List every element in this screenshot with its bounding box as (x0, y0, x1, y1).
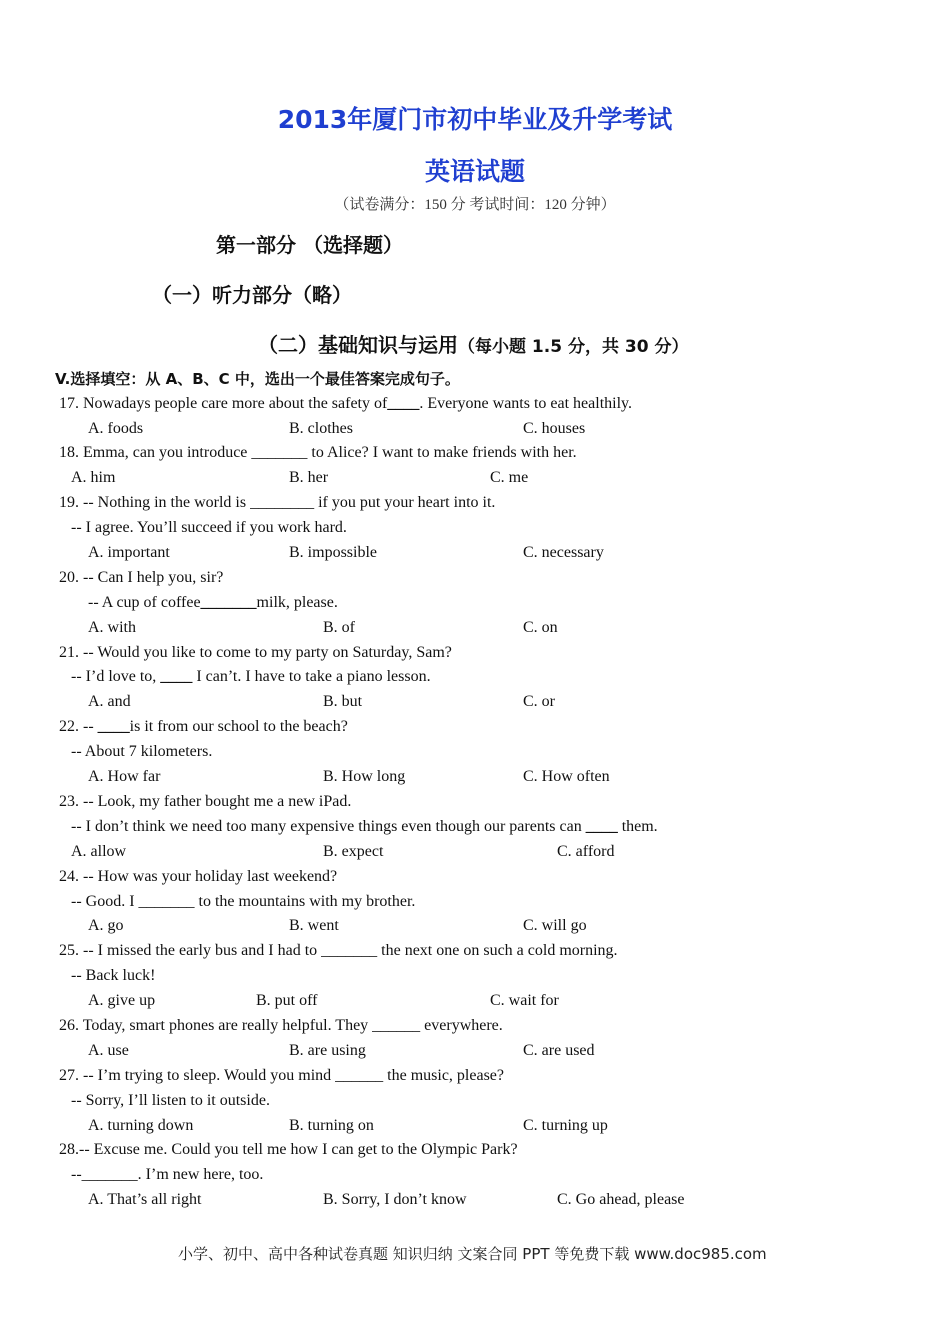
basic-heading-note: （每小题 1.5 分，共 30 分） (458, 337, 689, 357)
option-a: A. How far (88, 768, 161, 785)
part-heading: 第一部分 （选择题） (216, 233, 403, 257)
option-a: A. use (88, 1042, 129, 1059)
option-b: B. put off (256, 992, 318, 1009)
question-20: 20. -- Can I help you, sir? (59, 569, 224, 586)
option-a: A. him (71, 469, 116, 486)
question-22: 22. -- ____is it from our school to the beach? (59, 718, 348, 735)
option-a: A. go (88, 917, 124, 934)
option-b: B. went (289, 917, 339, 934)
option-b: B. clothes (289, 420, 353, 437)
listening-heading: （一）听力部分（略） (152, 283, 352, 307)
option-c: C. Go ahead, please (557, 1191, 685, 1208)
option-b: B. Sorry, I don’t know (323, 1191, 467, 1208)
option-b: B. How long (323, 768, 406, 785)
option-a: A. with (88, 619, 136, 636)
question-18: 18. Emma, can you introduce _______ to Alice? I want to make friends with her. (59, 444, 577, 461)
option-a: A. turning down (88, 1117, 194, 1134)
question-28-reply: --_______. I’m new here, too. (71, 1166, 264, 1183)
exam-title: 2013年厦门市初中毕业及升学考试 (277, 105, 673, 134)
option-b: B. her (289, 469, 329, 486)
option-c: C. houses (523, 420, 586, 437)
option-c: C. wait for (490, 992, 559, 1009)
question-26: 26. Today, smart phones are really helpful. They ______ everywhere. (59, 1017, 503, 1034)
option-c: C. will go (523, 917, 587, 934)
question-20-reply: -- A cup of coffee_______milk, please. (88, 594, 338, 611)
option-a: A. give up (88, 992, 156, 1009)
footer-advert: 小学、初中、高中各种试卷真题 知识归纳 文案合同 PPT 等免费下载 www.doc985.com (178, 1245, 767, 1263)
question-23-reply: -- I don’t think we need too many expensive things even though our parents can ____ them. (71, 818, 658, 835)
option-c: C. How often (523, 768, 610, 785)
question-25-reply: -- Back luck! (71, 967, 156, 984)
exam-subtitle: 英语试题 (424, 157, 525, 186)
option-b: B. are using (289, 1042, 366, 1059)
option-a: A. allow (71, 843, 127, 860)
question-24: 24. -- How was your holiday last weekend? (59, 868, 338, 885)
question-17: 17. Nowadays people care more about the safety of____. Everyone wants to eat healthily. (59, 395, 632, 412)
option-c: C. me (490, 469, 529, 486)
exam-info: （试卷满分：150 分 考试时间：120 分钟） (334, 197, 616, 213)
option-a: A. foods (88, 420, 144, 437)
question-27: 27. -- I’m trying to sleep. Would you mind ______ the music, please? (59, 1067, 505, 1084)
basic-heading-text: （二）基础知识与运用 (258, 333, 458, 357)
question-21: 21. -- Would you like to come to my party on Saturday, Sam? (59, 644, 452, 661)
option-c: C. afford (557, 843, 615, 860)
option-a: A. and (88, 693, 131, 710)
option-c: C. turning up (523, 1117, 608, 1134)
instruction: V.选择填空：从 A、B、C 中，选出一个最佳答案完成句子。 (55, 370, 460, 388)
option-b: B. impossible (289, 544, 378, 561)
option-c: C. necessary (523, 544, 604, 561)
question-24-reply: -- Good. I _______ to the mountains with my brother. (71, 893, 416, 910)
question-19-reply: -- I agree. You’ll succeed if you work hard. (71, 519, 347, 536)
option-b: B. of (323, 619, 355, 636)
question-27-reply: -- Sorry, I’ll listen to it outside. (71, 1092, 270, 1109)
option-c: C. are used (523, 1042, 595, 1059)
option-c: C. on (523, 619, 558, 636)
question-19: 19. -- Nothing in the world is ________ if you put your heart into it. (59, 494, 496, 511)
option-a: A. important (88, 544, 170, 561)
question-21-reply: -- I’d love to, ____ I can’t. I have to take a piano lesson. (71, 668, 431, 685)
question-28: 28.-- Excuse me. Could you tell me how I can get to the Olympic Park? (59, 1141, 518, 1158)
option-a: A. That’s all right (88, 1191, 202, 1208)
option-b: B. expect (323, 843, 384, 860)
option-b: B. turning on (289, 1117, 374, 1134)
option-b: B. but (323, 693, 363, 710)
question-23: 23. -- Look, my father bought me a new iPad. (59, 793, 352, 810)
option-c: C. or (523, 693, 555, 710)
basic-heading (258, 329, 688, 358)
question-25: 25. -- I missed the early bus and I had to _______ the next one on such a cold morning. (59, 942, 618, 959)
question-22-reply: -- About 7 kilometers. (71, 743, 213, 760)
